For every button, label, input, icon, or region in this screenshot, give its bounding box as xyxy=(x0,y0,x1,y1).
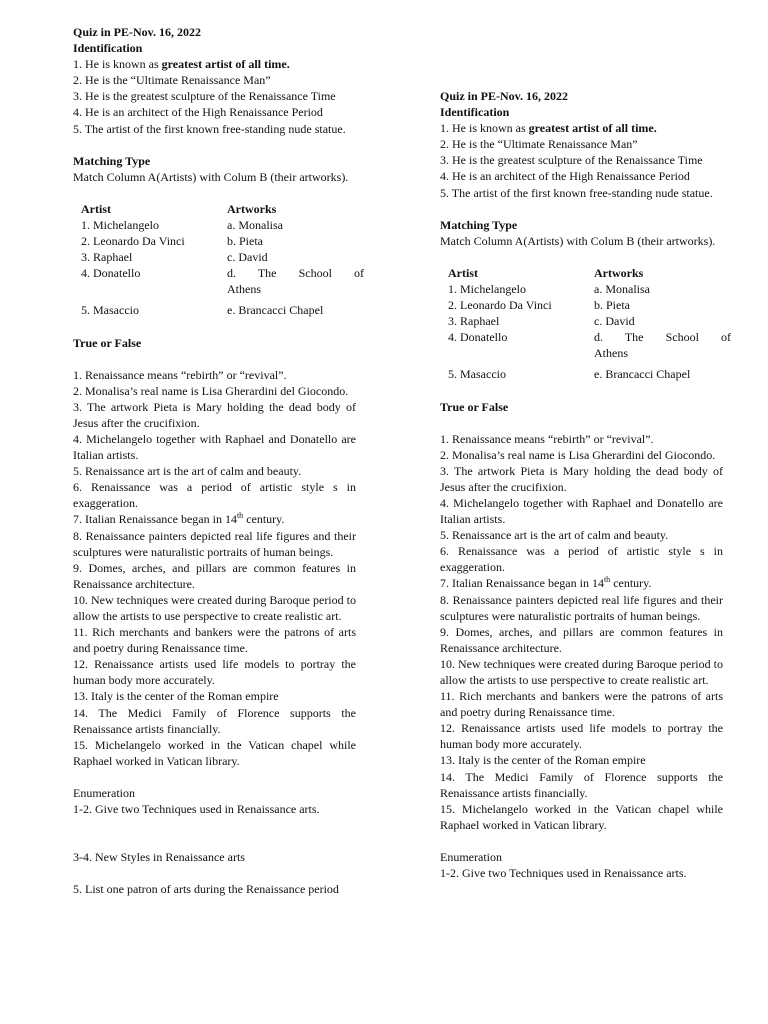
true-false-item: 14. The Medici Family of Florence supports the Renaissance artists financially. xyxy=(73,705,356,736)
true-false-item: 2. Monalisa’s real name is Lisa Gherardini del Giocondo. xyxy=(440,447,716,462)
matching-row: 1. Michelangelo a. Monalisa xyxy=(81,217,283,232)
identification-item: 3. He is the greatest sculpture of the Renaissance Time xyxy=(73,89,336,104)
true-false-item: 7. Italian Renaissance began in 14th century. xyxy=(440,575,652,591)
true-false-item: 13. Italy is the center of the Roman empire xyxy=(73,689,279,704)
matching-row: 2. Leonardo Da Vinci b. Pieta xyxy=(81,234,263,249)
matching-heading: Matching Type xyxy=(73,153,151,168)
identification-item: 2. He is the “Ultimate Renaissance Man” xyxy=(440,137,638,152)
true-false-item: 6. Renaissance was a period of artistic style s in exaggeration. xyxy=(73,480,356,511)
identification-item: 4. He is an architect of the High Renaissance Period xyxy=(73,105,323,120)
true-false-item: 4. Michelangelo together with Raphael and Donatello are Italian artists. xyxy=(73,431,356,463)
matching-table xyxy=(81,201,364,319)
true-false-item: 12. Renaissance artists used life models to portray the human body more accurately. xyxy=(440,721,723,752)
true-false-item: 5. Renaissance art is the art of calm and beauty. xyxy=(73,464,302,479)
identification-item: 2. He is the “Ultimate Renaissance Man” xyxy=(73,73,271,88)
identification-item: 3. He is the greatest sculpture of the Renaissance Time xyxy=(440,153,703,168)
matching-row: 4. Donatello d. The School of Athens xyxy=(448,330,731,361)
enumeration-heading: Enumeration xyxy=(73,785,135,800)
column-b-header: Artworks xyxy=(594,265,644,280)
true-false-item: 9. Domes, arches, and pillars are common features in Renaissance architecture. xyxy=(73,560,356,591)
identification-item: 5. The artist of the first known free-standing nude statue. xyxy=(73,121,346,136)
quiz-right-column xyxy=(440,88,731,881)
identification-item: 4. He is an architect of the High Renaissance Period xyxy=(440,169,690,184)
true-false-item: 3. The artwork Pieta is Mary holding the dead body of Jesus after the crucifixion. xyxy=(73,399,356,430)
true-false-item: 8. Renaissance painters depicted real life figures and their sculptures were naturalistic portraits of human beings. xyxy=(440,592,723,623)
quiz-title: Quiz in PE-Nov. 16, 2022 xyxy=(440,89,569,103)
matching-instruction: Match Column A(Artists) with Colum B (their artworks). xyxy=(73,169,349,184)
enumeration-heading: Enumeration xyxy=(440,849,502,864)
identification-item: 5. The artist of the first known free-standing nude statue. xyxy=(440,185,713,200)
true-false-item: 11. Rich merchants and bankers were the patrons of arts and poetry during Renaissance time. xyxy=(440,689,723,720)
true-false-item: 12. Renaissance artists used life models to portray the human body more accurately. xyxy=(73,657,356,688)
column-b-header: Artworks xyxy=(227,201,277,216)
matching-table xyxy=(448,265,731,383)
true-false-item: 7. Italian Renaissance began in 14th century. xyxy=(73,511,285,527)
true-false-item: 15. Michelangelo worked in the Vatican chapel while Raphael worked in Vatican library. xyxy=(440,801,723,832)
column-a-header: Artist xyxy=(448,265,478,280)
true-false-item: 3. The artwork Pieta is Mary holding the dead body of Jesus after the crucifixion. xyxy=(440,463,723,494)
identification-heading: Identification xyxy=(73,41,143,56)
true-false-item: 15. Michelangelo worked in the Vatican chapel while Raphael worked in Vatican library. xyxy=(73,737,356,768)
identification-item: 1. He is known as greatest artist of all time. xyxy=(73,57,290,72)
true-false-item: 2. Monalisa’s real name is Lisa Gherardini del Giocondo. xyxy=(73,383,349,398)
true-false-item: 13. Italy is the center of the Roman empire xyxy=(440,753,646,768)
matching-row: 4. Donatello d. The School of Athens xyxy=(81,266,364,297)
true-false-item: 10. New techniques were created during Baroque period to allow the artists to use perspective to create realistic art. xyxy=(73,592,356,623)
matching-instruction: Match Column A(Artists) with Colum B (their artworks). xyxy=(440,233,716,248)
column-a-header: Artist xyxy=(81,201,111,216)
true-false-item: 4. Michelangelo together with Raphael and Donatello are Italian artists. xyxy=(440,495,723,527)
true-false-item: 6. Renaissance was a period of artistic style s in exaggeration. xyxy=(440,544,723,575)
matching-row: 5. Masaccio e. Brancacci Chapel xyxy=(448,367,691,382)
quiz-title: Quiz in PE-Nov. 16, 2022 xyxy=(73,25,202,39)
enumeration-item: 5. List one patron of arts during the Renaissance period xyxy=(73,882,339,897)
true-false-heading: True or False xyxy=(73,335,142,350)
true-false-item: 14. The Medici Family of Florence supports the Renaissance artists financially. xyxy=(440,769,723,800)
enumeration-item: 1-2. Give two Techniques used in Renaissance arts. xyxy=(440,866,687,881)
true-false-item: 1. Renaissance means “rebirth” or “revival”. xyxy=(73,367,287,382)
true-false-item: 5. Renaissance art is the art of calm and beauty. xyxy=(440,528,669,543)
true-false-item: 8. Renaissance painters depicted real life figures and their sculptures were naturalistic portraits of human beings. xyxy=(73,528,356,559)
matching-row: 2. Leonardo Da Vinci b. Pieta xyxy=(448,298,630,313)
quiz-left-column xyxy=(73,24,364,897)
true-false-item: 1. Renaissance means “rebirth” or “revival”. xyxy=(440,431,654,446)
matching-row: 3. Raphael c. David xyxy=(81,250,268,265)
identification-heading: Identification xyxy=(440,105,510,120)
enumeration-item: 1-2. Give two Techniques used in Renaissance arts. xyxy=(73,802,320,817)
matching-heading: Matching Type xyxy=(440,217,518,232)
true-false-item: 10. New techniques were created during Baroque period to allow the artists to use perspective to create realistic art. xyxy=(440,656,723,687)
enumeration-item: 3-4. New Styles in Renaissance arts xyxy=(73,850,245,865)
matching-row: 3. Raphael c. David xyxy=(448,314,635,329)
true-false-heading: True or False xyxy=(440,399,509,414)
matching-row: 1. Michelangelo a. Monalisa xyxy=(448,281,650,296)
true-false-item: 9. Domes, arches, and pillars are common features in Renaissance architecture. xyxy=(440,624,723,655)
true-false-item: 11. Rich merchants and bankers were the patrons of arts and poetry during Renaissance time. xyxy=(73,625,356,656)
identification-item: 1. He is known as greatest artist of all time. xyxy=(440,121,657,136)
matching-row: 5. Masaccio e. Brancacci Chapel xyxy=(81,303,324,318)
